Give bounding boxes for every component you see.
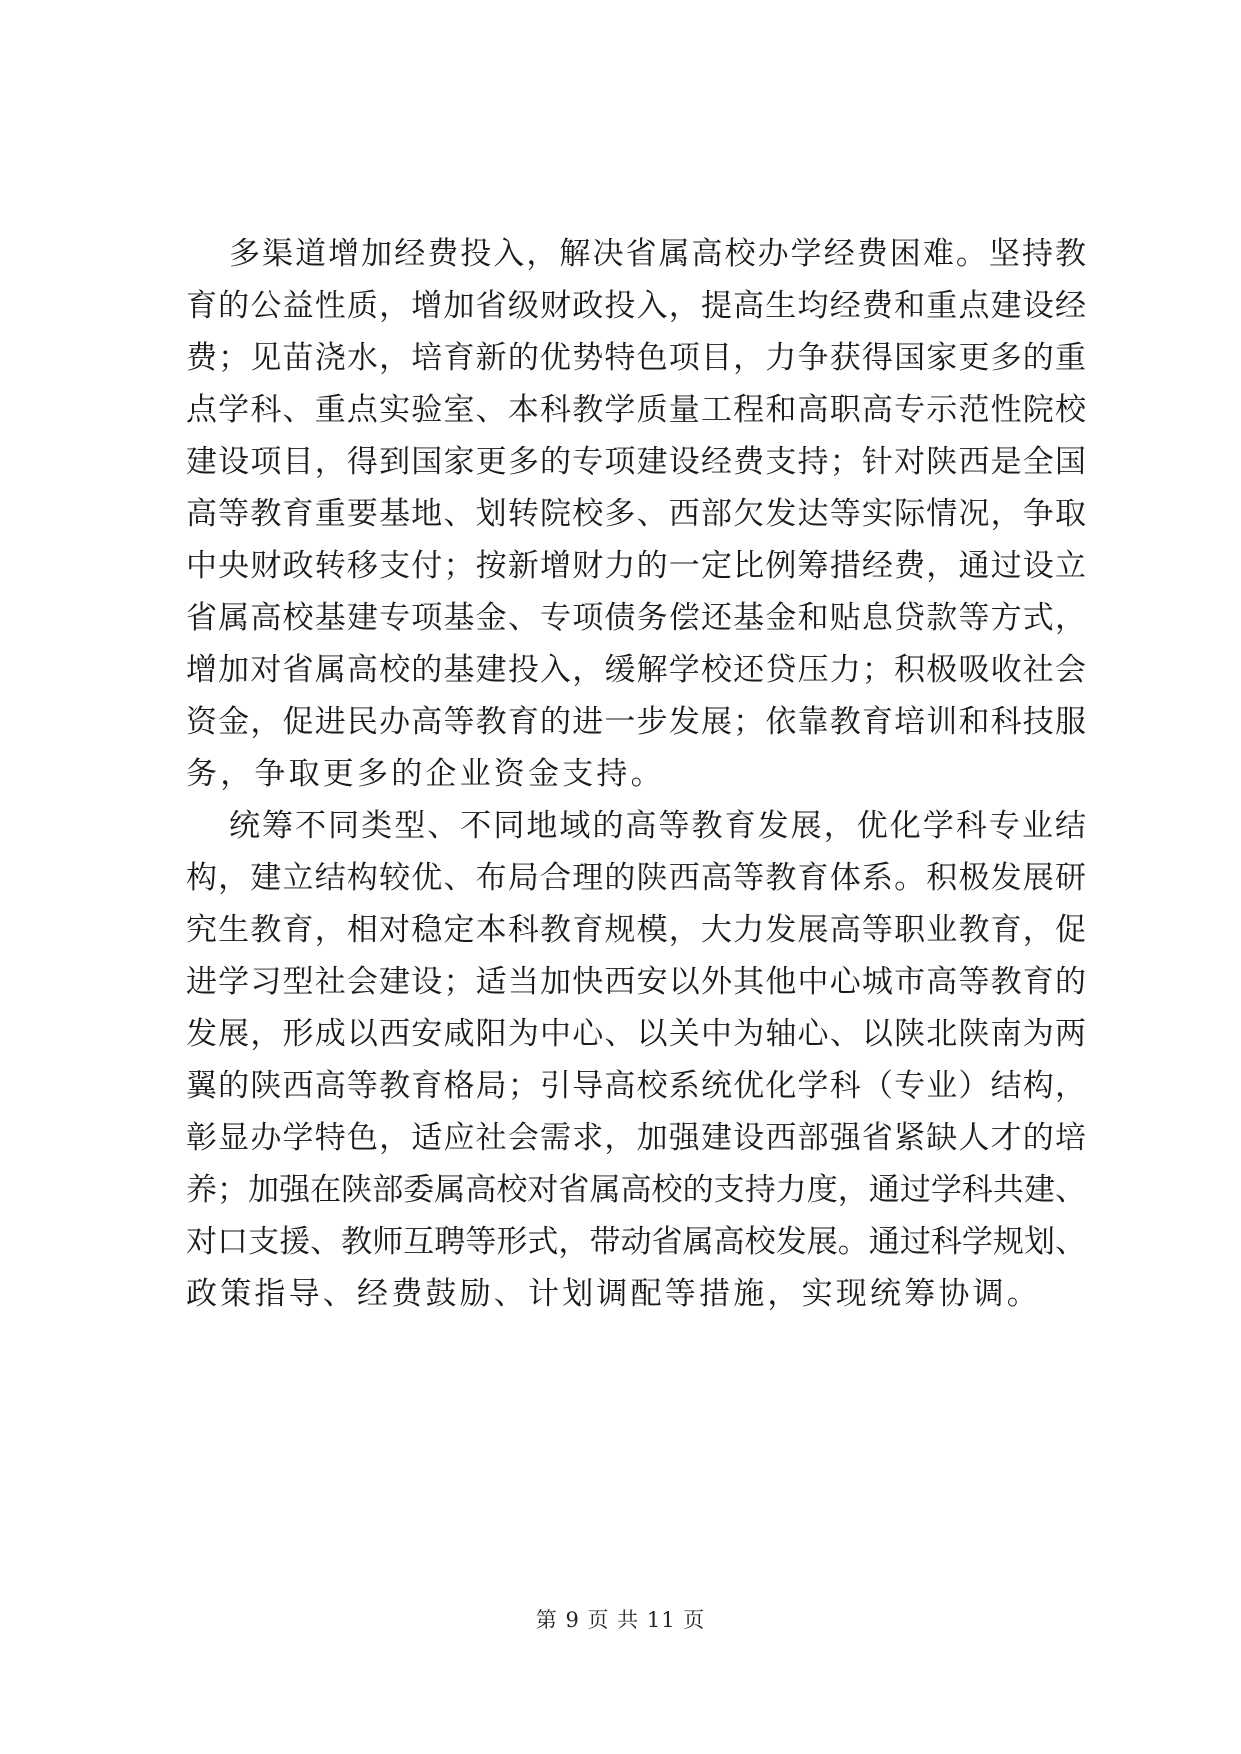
paragraph [186,800,1086,1320]
text-line: 高等教育重要基地、划转院校多、西部欠发达等实际情况，争取 [186,496,1086,532]
text-line: 发展，形成以西安咸阳为中心、以关中为轴心、以陕北陕南为两 [186,1016,1086,1052]
text-line: 构，建立结构较优、布局合理的陕西高等教育体系。积极发展研 [186,860,1086,896]
text-line: 统筹不同类型、不同地域的高等教育发展，优化学科专业结 [229,808,1086,844]
text-line: 多渠道增加经费投入，解决省属高校办学经费困难。坚持教 [229,236,1086,272]
text-line: 对口支援、教师互聘等形式，带动省属高校发展。通过科学规划、 [186,1224,1086,1260]
page-number-footer: 第 9 页 共 11 页 [535,1608,706,1632]
text-line: 究生教育，相对稳定本科教育规模，大力发展高等职业教育，促 [186,912,1086,948]
paragraph [186,228,1086,800]
text-line: 费；见苗浇水，培育新的优势特色项目，力争获得国家更多的重 [186,340,1086,376]
body-text [186,228,1086,1320]
text-line: 育的公益性质，增加省级财政投入，提高生均经费和重点建设经 [186,288,1086,324]
text-line: 省属高校基建专项基金、专项债务偿还基金和贴息贷款等方式， [186,600,1086,636]
text-line: 务，争取更多的企业资金支持。 [186,756,665,792]
text-line: 养；加强在陕部委属高校对省属高校的支持力度，通过学科共建、 [186,1172,1086,1208]
text-line: 进学习型社会建设；适当加快西安以外其他中心城市高等教育的 [186,964,1086,1000]
text-line: 资金，促进民办高等教育的进一步发展；依靠教育培训和科技服 [186,704,1086,740]
text-line: 增加对省属高校的基建投入，缓解学校还贷压力；积极吸收社会 [186,652,1086,688]
text-line: 点学科、重点实验室、本科教学质量工程和高职高专示范性院校 [186,392,1086,428]
text-line: 政策指导、经费鼓励、计划调配等措施，实现统筹协调。 [186,1276,1041,1312]
text-line: 翼的陕西高等教育格局；引导高校系统优化学科（专业）结构， [186,1068,1086,1104]
text-line: 建设项目，得到国家更多的专项建设经费支持；针对陕西是全国 [186,444,1086,480]
text-line: 彰显办学特色，适应社会需求，加强建设西部强省紧缺人才的培 [186,1120,1086,1156]
text-line: 中央财政转移支付；按新增财力的一定比例筹措经费，通过设立 [186,548,1086,584]
